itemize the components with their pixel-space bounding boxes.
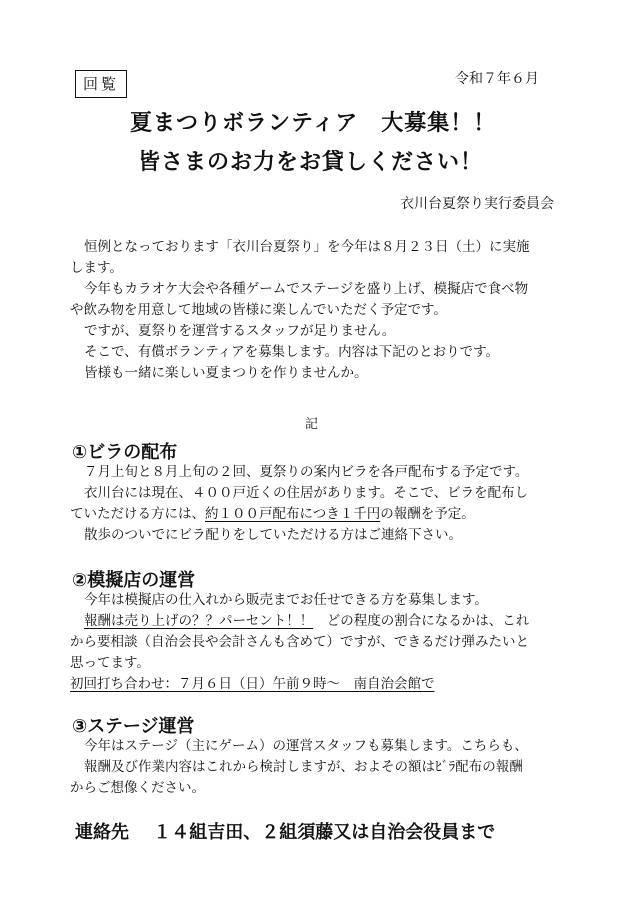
section2-line1: 今年は模擬店の仕入れから販売までお任せできる方を募集します。 bbox=[84, 592, 488, 608]
issue-date: 令和７年６月 bbox=[455, 71, 539, 87]
intro-para1-line1: 恒例となっております「衣川台夏祭り」を今年は８月２３日（土）に実施 bbox=[84, 239, 530, 255]
intro-para2-line1: 今年もカラオケ大会や各種ゲームでステージを盛り上げ、模擬店で食べ物 bbox=[84, 281, 529, 297]
ki-marker: 記 bbox=[305, 417, 319, 432]
intro-para4: そこで、有償ボランティアを募集します。内容は下記のとおりです。 bbox=[84, 344, 499, 360]
organization-name: 衣川台夏祭り実行委員会 bbox=[400, 196, 554, 212]
section2-line2 bbox=[70, 611, 570, 632]
section2-body bbox=[70, 590, 570, 695]
section3-body bbox=[70, 736, 570, 799]
section3-line3: からご想像ください。 bbox=[70, 780, 205, 796]
intro-para5: 皆様も一緒に楽しい夏まつりを作りませんか。 bbox=[84, 365, 368, 381]
section2-meeting-text: 初回打ち合わせ：７月６日（日）午前９時～ 南自治会館で bbox=[70, 676, 435, 692]
section3-line2: 報酬及び作業内容はこれから検討しますが、およその額はﾋﾞﾗ配布の報酬 bbox=[84, 759, 523, 775]
section1-body bbox=[70, 462, 570, 546]
kairan-stamp: 回覧 bbox=[75, 70, 127, 98]
intro-para2-line2: や飲み物を用意して地域の皆様に楽しんでいただく予定です。 bbox=[70, 302, 447, 318]
contact-label: 連絡先 bbox=[75, 822, 129, 843]
intro-section bbox=[70, 237, 570, 384]
section1-line3 bbox=[70, 504, 570, 525]
intro-para3: ですが、夏祭りを運営するスタッフが足りません。 bbox=[84, 323, 396, 339]
section1-line4: 散歩のついでにビラ配りをしていただける方はご連絡下さい。 bbox=[84, 527, 462, 543]
section2-line3: から要相談（自治会長や会計さんも含めて）ですが、できるだけ弾みたいと bbox=[70, 634, 529, 650]
contact-text: １４組吉田、２組須藤又は自治会役員まで bbox=[153, 822, 496, 843]
section1-line3-post: の報酬を予定。 bbox=[380, 506, 475, 522]
section3-line1: 今年はステージ（主にゲーム）の運営スタッフも募集します。こちらも、 bbox=[84, 738, 528, 754]
section2-heading: ②模擬店の運営 bbox=[72, 570, 196, 591]
section2-line4: 思ってます。 bbox=[70, 655, 150, 671]
contact-line bbox=[75, 818, 495, 844]
section1-heading: ①ビラの配布 bbox=[72, 442, 178, 463]
section2-meeting bbox=[70, 674, 570, 695]
intro-para1-line2: します。 bbox=[70, 260, 123, 276]
section1-line3-pre: ていただける方には、 bbox=[70, 506, 205, 522]
section3-heading: ③ステージ運営 bbox=[72, 716, 195, 737]
section2-reward: 報酬は売り上げの？？パーセント！！ bbox=[84, 613, 314, 629]
section1-line1: ７月上旬と８月上旬の２回、夏祭りの案内ビラを各戸配布する予定です。 bbox=[84, 464, 529, 480]
section1-line2: 衣川台には現在、４００戸近くの住居があります。そこで、ビラを配布し bbox=[84, 485, 529, 501]
section1-reward: 約１００戸配布につき１千円 bbox=[205, 506, 381, 522]
section2-line2-post: どの程度の割合になるかは、これ bbox=[313, 613, 530, 629]
page-title: 夏まつりボランティア 大募集！！ bbox=[130, 111, 497, 136]
page-subtitle: 皆さまのお力をお貸しください！ bbox=[138, 150, 484, 175]
